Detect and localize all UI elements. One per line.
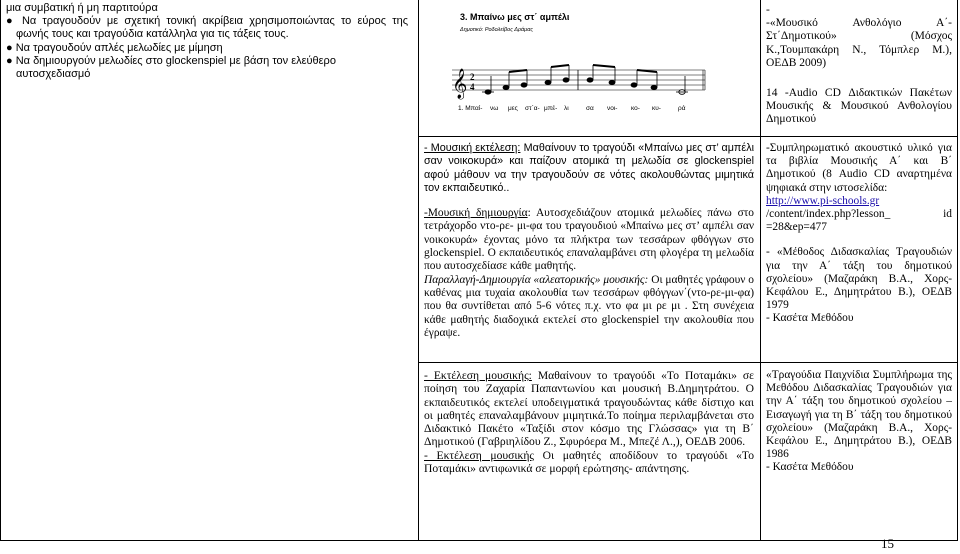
activity-text: Μαθαίνουν το τραγούδι «Το Ποταμάκι» σε ποίηση του Ζαχαρία Παπαντωνίου και μουσική Β.Δημητράτου. Ο εκπαιδευτικός εκτελεί υποδειγματικά τραγουδώντας κάθε δίστιχο και οι μαθητές επαναλαμβάνουν μιμητικά.Το ποίημα περιλαμβάνεται στο Διδακτικό Πακέτο «Ταξίδι στον κόσμο της Γλώσσας» για τη Β΄ Δημοτικού (Γαβριηλίδου Ζ., Σφυρόερα Μ., Μπεζέ Λ.,), ΟΕΔΒ 2006. <box>424 369 754 449</box>
activity-text: Οι μαθητές αποδίδουν το τραγούδι «Το Ποταμάκι» αντιφωνικά σε μορφή ερώτησης- απάντησης. <box>424 448 754 476</box>
score-title: 3. Μπαίνω μες στ΄ αμπέλι <box>460 12 570 22</box>
svg-text:ρά: ρά <box>678 105 686 112</box>
activity-label: - Εκτέλεση μουσικής: <box>424 369 532 382</box>
activity-label: - Εκτέλεση μουσικής <box>424 448 535 462</box>
svg-text:νω: νω <box>490 105 499 112</box>
resource-reference: 14 -Audio CD Διδακτικών Πακέτων Μουσικής & Μουσικού Ανθολογίου Δημοτικού <box>766 87 952 126</box>
row-divider-2 <box>418 362 958 363</box>
activity-paragraph <box>424 207 754 273</box>
activity-text: : Αυτοσχεδιάζουν ατομικά μελωδίες πάνω στο τετράχορδο ντο-ρε- μι-φα του τραγουδιού «Μπαίνω μες στ’ αμπέλι σαν νοικοκυρά» έχοντας μόνο τα πλήκτρα των τεσσάρων φθόγγων στο glockenspiel. Ο εκπαιδευτικός επαναλαμβάνει στη φλογέρα τη μελωδία που αυτοσχεδίασε κάθε μαθητής. <box>424 207 754 273</box>
svg-text:στ΄α-: στ΄α- <box>525 105 540 112</box>
resources-cell-3 <box>766 369 952 475</box>
time-signature-icon: 4 <box>470 82 475 92</box>
activity-text: Οι μαθητές γράφουν ο καθένας μια τυχαία ακολουθία των τεσσάρων φθόγγων΄(ντο-ρε-μι-φα) που θα συντίθεται από 5-6 νότες π.χ. ντο φα μι ρε μι . Στη συνέχεια κάθε μαθητής διαδοχικά εκτελεί στο glockenspiel την ακολουθία που έγραψε. <box>424 273 754 339</box>
svg-text:σα: σα <box>586 105 594 112</box>
activity-paragraph <box>424 369 754 449</box>
page-number: 15 <box>881 535 894 551</box>
activity-variation-label: Παραλλαγή-Δημιουργία «αλεατορικής» μουσικής: <box>424 273 649 286</box>
svg-text:μπέ-: μπέ- <box>544 105 558 112</box>
activity-label: -Μουσική δημιουργία <box>424 207 528 220</box>
activity-text: Μαθαίνουν το τραγούδι «Μπαίνω μες στ’ αμπέλι σαν νοικοκυρά» και παίζουν ατομικά τη μελωδία σε glockenspiel αφού μάθουν να την τραγουδούν σε νότες ακολουθώντας μιμητικά τον εκπαιδευτικό.. <box>424 142 754 194</box>
svg-text:κο-: κο- <box>631 105 640 112</box>
objective-text: Να δημιουργούν μελωδίες στο glockenspiel με βάση τον ελεύθερο αυτοσχεδιασμό <box>15 54 336 81</box>
objectives-cell <box>6 2 408 81</box>
activity-paragraph <box>424 449 754 476</box>
objective-item: ● Να τραγουδούν απλές μελωδίες με μίμηση <box>6 41 223 54</box>
time-signature-icon: 2 <box>470 72 475 82</box>
svg-text:λι: λι <box>564 105 569 112</box>
resources-cell-1 <box>766 4 952 127</box>
objective-item: ● Να τραγουδούν με σχετική τονική ακρίβεια χρησιμοποιώντας το εύρος της φωνής τους και τραγούδια κατάλληλα για τις τάξεις τους. <box>6 15 408 41</box>
activity-label: - Μουσική εκτέλεση: <box>424 142 521 154</box>
score-subtitle: Δημοτικό: Ροδολείβος Δράμας <box>460 27 534 33</box>
resource-dash: - <box>766 4 770 16</box>
svg-text:1. Μπαί-: 1. Μπαί- <box>458 105 483 112</box>
activities-cell-3 <box>424 369 754 475</box>
activity-paragraph <box>424 142 754 195</box>
objectives-line0: μια συμβατική ή μη παρτιτούρα <box>6 2 158 14</box>
svg-text:κυ-: κυ- <box>652 105 661 112</box>
resource-text: «Τραγούδια Παιχνίδια Συμπλήρωμα της Μεθόδου Διδασκαλίας Τραγουδιών για την Α΄ τάξη του δημοτικού σχολείου – Εισαγωγή για τη Β΄ τάξη του δημοτικού σχολείου» (Μαζαράκη Β.Α., Χορς- Κεφάλου Ε., Δημητράτου Β.), ΟΕΔΒ 1986 <box>766 369 952 461</box>
table-border-left <box>0 0 1 541</box>
objective-item: ● Να δημιουργούν μελωδίες στο glockenspiel με βάση τον ελεύθερο αυτοσχεδιασμό <box>6 54 336 81</box>
resource-link-path: /content/index.php?lesson_ id =28&ep=477 <box>766 208 952 234</box>
table-border-col1 <box>418 0 419 541</box>
resource-text: - Κασέτα Μεθόδου <box>766 461 854 474</box>
music-score-image <box>430 6 726 122</box>
activities-cell-2 <box>424 142 754 340</box>
table-border-bottom <box>0 540 958 541</box>
table-border-col2 <box>760 0 761 541</box>
resource-link[interactable]: http://www.pi-schools.gr <box>766 194 880 207</box>
resource-text: -Συμπληρωματικό ακουστικό υλικό για τα βιβλία Μουσικής Α΄ και Β΄ Δημοτικού (8 Audio CD αναρτημένα ψηφιακά στην ιστοσελίδα: <box>766 142 952 194</box>
svg-text:νοι-: νοι- <box>607 105 618 112</box>
resources-cell-2 <box>766 142 952 326</box>
resource-reference: -«Μουσικό Ανθολόγιο Α΄- Στ΄Δημοτικού» (Μόσχος Κ.,Τουμπακάρη Ν., Τόμπλερ Μ.), ΟΕΔΒ 2009) <box>766 17 952 69</box>
table-border-right <box>957 0 958 541</box>
activity-paragraph <box>424 274 754 340</box>
svg-text:μες: μες <box>508 105 518 112</box>
treble-clef-icon: 𝄞 <box>452 69 468 99</box>
resource-text: - Κασέτα Μεθόδου <box>766 312 854 325</box>
objective-text: Να τραγουδούν απλές μελωδίες με μίμηση <box>15 41 223 54</box>
objective-text: Να τραγουδούν με σχετική τονική ακρίβεια χρησιμοποιώντας το εύρος της φωνής τους και τραγούδια κατάλληλα για τις τάξεις τους. <box>16 15 408 41</box>
row-divider-1 <box>418 136 958 137</box>
resource-text: - «Μέθοδος Διδασκαλίας Τραγουδιών για την Α΄ τάξη του δημοτικού σχολείου» (Μαζαράκη Β.Α., Χορς- Κεφάλου Ε., Δημητράτου Β.), ΟΕΔΒ 1979 <box>766 246 952 312</box>
